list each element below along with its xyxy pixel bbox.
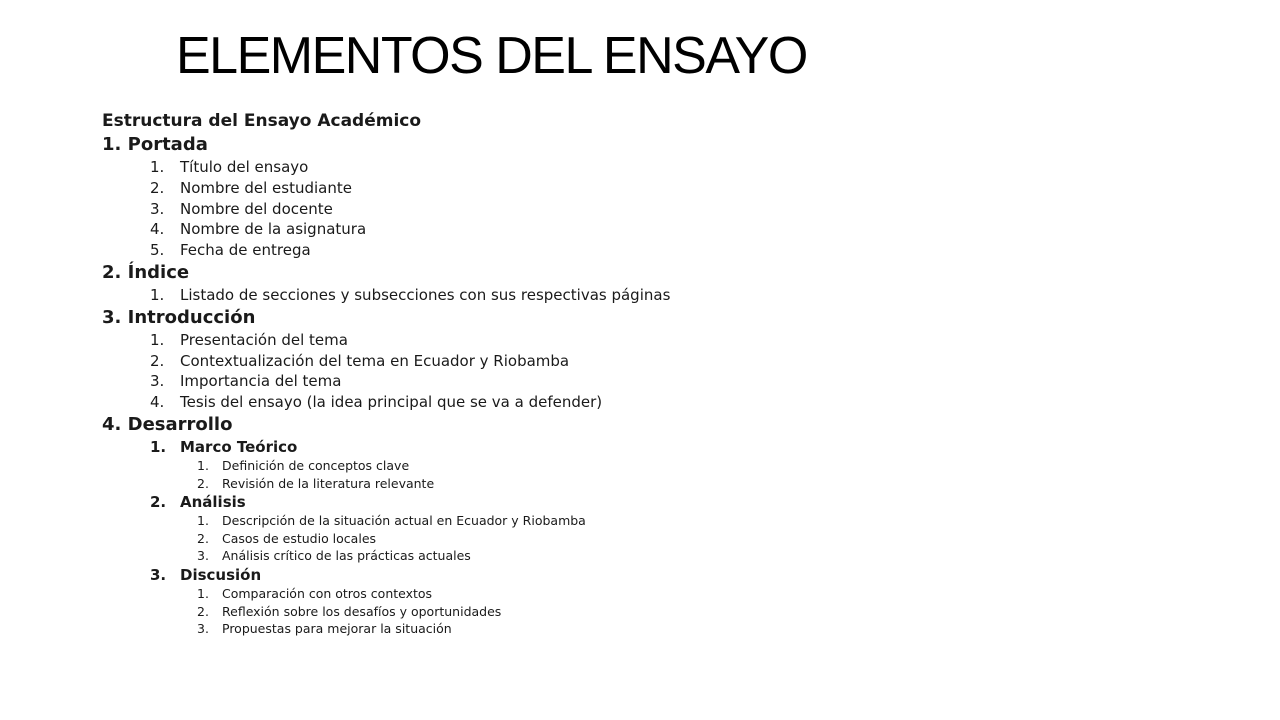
list-number: 1.: [197, 457, 209, 473]
list-number: 1.: [150, 330, 165, 349]
list-item: [102, 457, 862, 475]
list-text: Tesis del ensayo (la idea principal que se va a defender): [180, 393, 603, 412]
subsection-title: Marco Teórico: [180, 437, 298, 456]
list-text: Importancia del tema: [180, 372, 342, 391]
section-heading-indice: 2. Índice: [102, 261, 190, 283]
list-number: 2.: [197, 475, 209, 491]
list-number: 2.: [197, 603, 209, 619]
slide-subtitle: Estructura del Ensayo Académico: [102, 111, 422, 131]
list-number: 2.: [197, 530, 209, 546]
list-item: [102, 547, 862, 565]
section-heading-introduccion: 3. Introducción: [102, 306, 256, 328]
list-item: [102, 512, 862, 530]
list-number: 3.: [150, 199, 165, 218]
list-number: 3.: [150, 372, 165, 391]
list-number: 1.: [197, 585, 209, 601]
subsection-title: Discusión: [180, 565, 262, 584]
list-item: [102, 178, 862, 199]
list-text: Nombre del docente: [180, 199, 333, 218]
list-number: 1.: [150, 437, 167, 456]
slide-content: [102, 109, 862, 638]
list-text: Comparación con otros contextos: [222, 585, 433, 601]
list-number: 4.: [150, 220, 165, 239]
list-item: [102, 330, 862, 351]
list-number: 3.: [150, 565, 167, 584]
list-text: Descripción de la situación actual en Ecuador y Riobamba: [222, 513, 586, 529]
list-text: Listado de secciones y subsecciones con sus respectivas páginas: [180, 285, 671, 304]
section-heading-portada: 1. Portada: [102, 134, 208, 155]
list-item: [102, 530, 862, 548]
list-number: 2.: [150, 178, 165, 197]
list-number: 2.: [150, 493, 167, 512]
subsection-heading-analisis: [102, 492, 862, 512]
list-text: Definición de conceptos clave: [222, 457, 410, 473]
list-item: [102, 219, 862, 240]
list-item: [102, 285, 862, 306]
list-text: Contextualización del tema en Ecuador y Riobamba: [180, 351, 570, 370]
list-text: Reflexión sobre los desafíos y oportunidades: [222, 603, 502, 619]
list-text: Nombre de la asignatura: [180, 220, 367, 239]
list-text: Propuestas para mejorar la situación: [222, 621, 452, 637]
list-text: Presentación del tema: [180, 330, 348, 349]
list-number: 2.: [150, 351, 165, 370]
list-item: [102, 157, 862, 178]
subsection-heading-discusion: [102, 565, 862, 585]
list-number: 5.: [150, 241, 165, 260]
list-text: Análisis crítico de las prácticas actuales: [222, 548, 471, 564]
list-text: Título del ensayo: [180, 158, 309, 176]
list-number: 1.: [197, 513, 209, 529]
list-item: [102, 475, 862, 493]
list-text: Casos de estudio locales: [222, 530, 377, 546]
list-item: [102, 585, 862, 603]
list-number: 1.: [150, 158, 165, 176]
list-item: [102, 371, 862, 392]
list-item: [102, 603, 862, 621]
list-number: 4.: [150, 393, 165, 412]
list-item: [102, 240, 862, 261]
section-heading-desarrollo: 4. Desarrollo: [102, 413, 233, 435]
list-item: [102, 199, 862, 220]
list-item: [102, 392, 862, 413]
list-number: 1.: [150, 285, 165, 304]
list-number: 3.: [197, 548, 209, 564]
list-text: Fecha de entrega: [180, 241, 311, 260]
list-item: [102, 620, 862, 638]
list-item: [102, 351, 862, 372]
slide-title: ELEMENTOS DEL ENSAYO: [176, 27, 807, 85]
subsection-heading-marco-teorico: [102, 437, 862, 457]
list-text: Nombre del estudiante: [180, 178, 352, 197]
subsection-title: Análisis: [180, 493, 246, 512]
list-text: Revisión de la literatura relevante: [222, 475, 435, 491]
list-number: 3.: [197, 621, 209, 637]
